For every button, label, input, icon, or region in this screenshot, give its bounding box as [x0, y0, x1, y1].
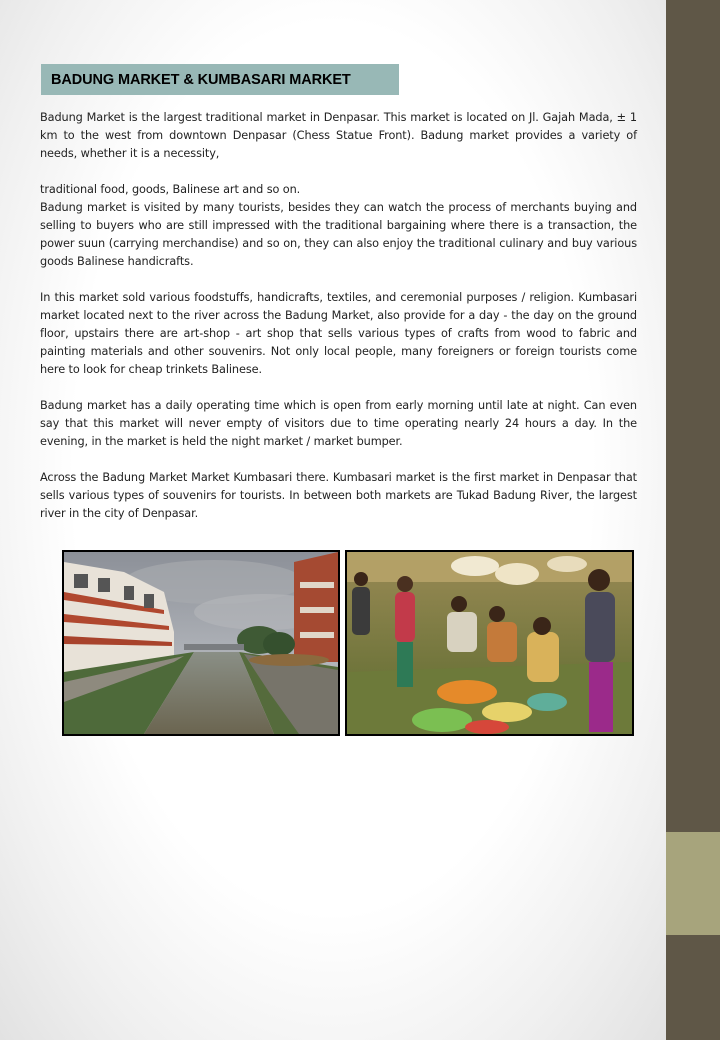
- market-photo: [345, 550, 634, 736]
- paragraph-tourists: Badung market is visited by many tourists, besides they can watch the process of merchants buying and selling to buyers who are still impressed with the traditional bargaining where there is a transaction, the power suun (carrying merchandise) and so on, they can also enjoy the traditional culinary and buy various goods Balinese handicrafts.: [40, 201, 637, 268]
- paragraph-kumbasari: Across the Badung Market Market Kumbasari there. Kumbasari market is the first market in Denpasar that sells various types of souvenirs for tourists. In between both markets are Tukad Badung River, the largest river in the city of Denpasar.: [40, 471, 637, 520]
- page-title-box: [41, 64, 399, 95]
- paragraph-hours: Badung market has a daily operating time which is open from early morning until late at night. Can even say that this market will never empty of visitors due to time operating nearly 24 hours a day. In the evening, in the market is held the night market / market bumper.: [40, 399, 637, 448]
- paragraph-intro-continued: traditional food, goods, Balinese art and so on.: [40, 183, 301, 196]
- paragraph-goods: In this market sold various foodstuffs, handicrafts, textiles, and ceremonial purposes / religion. Kumbasari market located next to the river across the Badung Market, also provide for a day - the day on the ground floor, upstairs there are art-shop - art shop that sells various types of crafts from wood to fabric and painting materials and other souvenirs. Not only local people, many foreigners or foreign tourists come here to look for cheap trinkets Balinese.: [40, 291, 637, 376]
- sidebar-decoration: [666, 0, 720, 1040]
- sidebar-light-band: [666, 832, 720, 935]
- article-body: [40, 109, 637, 523]
- sidebar-dark-band-bottom: [666, 935, 720, 1040]
- river-photo-image: [64, 552, 338, 734]
- page-title: BADUNG MARKET & KUMBASARI MARKET: [51, 71, 351, 88]
- sidebar-dark-band-top: [666, 0, 720, 832]
- market-photo-image: [347, 552, 632, 734]
- river-photo: [62, 550, 340, 736]
- paragraph-intro: Badung Market is the largest traditional market in Denpasar. This market is located on Jl. Gajah Mada, ± 1 km to the west from downtown Denpasar (Chess Statue Front). Badung market provides a variety of needs, whether it is a necessity,: [40, 111, 637, 160]
